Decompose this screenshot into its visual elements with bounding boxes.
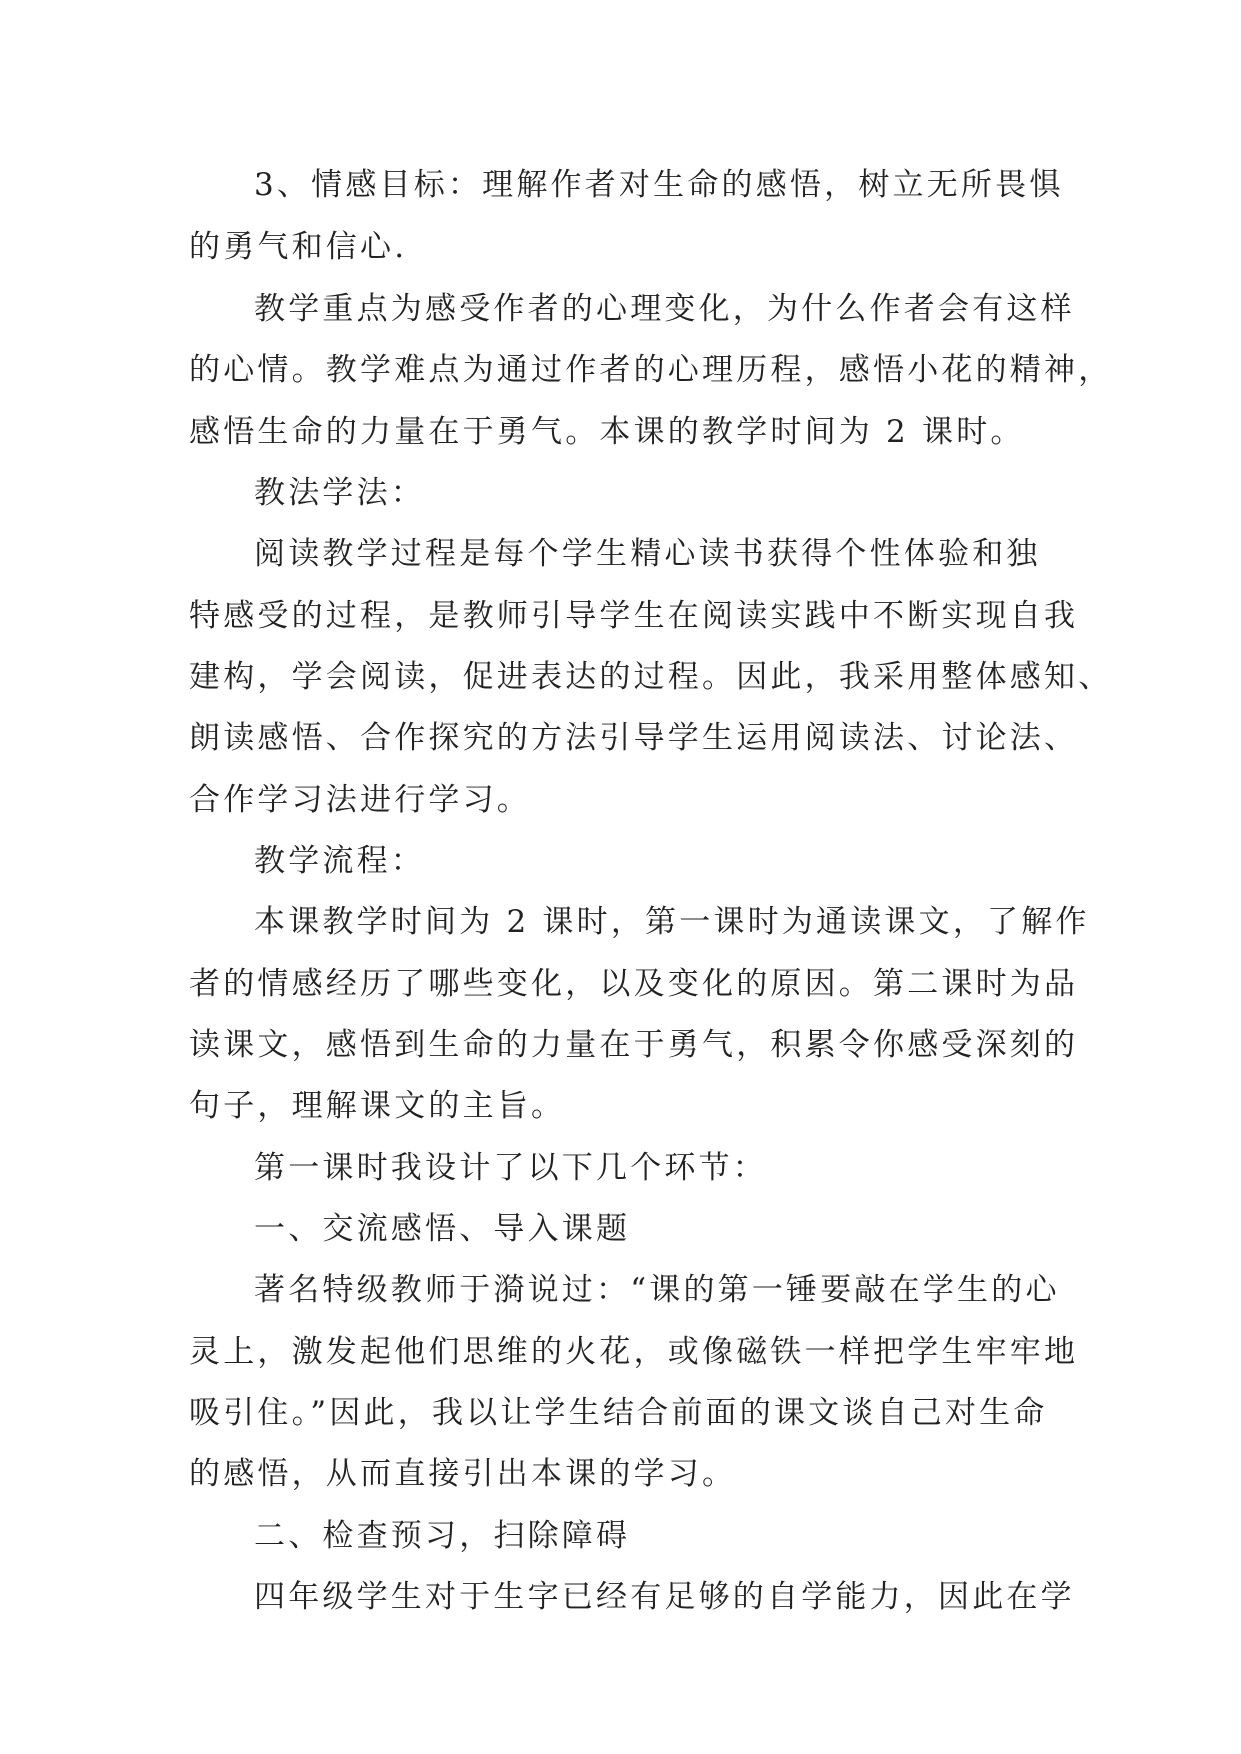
paragraph-line: 句子，理解课文的主旨。 <box>189 1088 566 1124</box>
paragraph-line: 著名特级教师于漪说过：“课的第一锤要敲在学生的心 <box>254 1272 1060 1308</box>
paragraph-line: 感悟生命的力量在于勇气。本课的教学时间为 2 课时。 <box>189 414 1025 450</box>
paragraph-line: 的感悟，从而直接引出本课的学习。 <box>189 1456 737 1492</box>
paragraph-line: 四年级学生对于生字已经有足够的自学能力，因此在学 <box>254 1579 1075 1615</box>
paragraph-line: 朗读感悟、合作探究的方法引导学生运用阅读法、讨论法、 <box>189 720 1079 756</box>
paragraph-line: 的勇气和信心. <box>189 229 408 265</box>
paragraph-line: 3、情感目标：理解作者对生命的感悟，树立无所畏惧 <box>254 167 1064 203</box>
paragraph-line: 阅读教学过程是每个学生精心读书获得个性体验和独 <box>254 536 1041 572</box>
paragraph-line: 特感受的过程，是教师引导学生在阅读实践中不断实现自我 <box>189 598 1079 634</box>
paragraph-line: 读课文，感悟到生命的力量在于勇气，积累令你感受深刻的 <box>189 1027 1079 1063</box>
paragraph-line: 第一课时我设计了以下几个环节： <box>254 1150 767 1186</box>
paragraph-line: 建构，学会阅读，促进表达的过程。因此，我采用整体感知、 <box>189 659 1113 695</box>
section-heading: 教学流程： <box>254 843 425 879</box>
paragraph-line: 合作学习法进行学习。 <box>189 782 531 818</box>
paragraph-line: 本课教学时间为 2 课时，第一课时为通读课文，了解作 <box>254 904 1090 940</box>
paragraph-line: 教学重点为感受作者的心理变化，为什么作者会有这样 <box>254 291 1075 327</box>
section-heading: 教法学法： <box>254 475 425 511</box>
paragraph-line: 吸引住。”因此，我以让学生结合前面的课文谈自己对生命 <box>189 1395 1048 1431</box>
paragraph-line: 灵上，激发起他们思维的火花，或像磁铁一样把学生牢牢地 <box>189 1334 1079 1370</box>
paragraph-line: 的心情。教学难点为通过作者的心理历程，感悟小花的精神， <box>189 352 1113 388</box>
section-heading: 二、检查预习，扫除障碍 <box>254 1518 631 1554</box>
paragraph-line: 者的情感经历了哪些变化，以及变化的原因。第二课时为品 <box>189 966 1079 1002</box>
section-heading: 一、交流感悟、导入课题 <box>254 1211 631 1247</box>
